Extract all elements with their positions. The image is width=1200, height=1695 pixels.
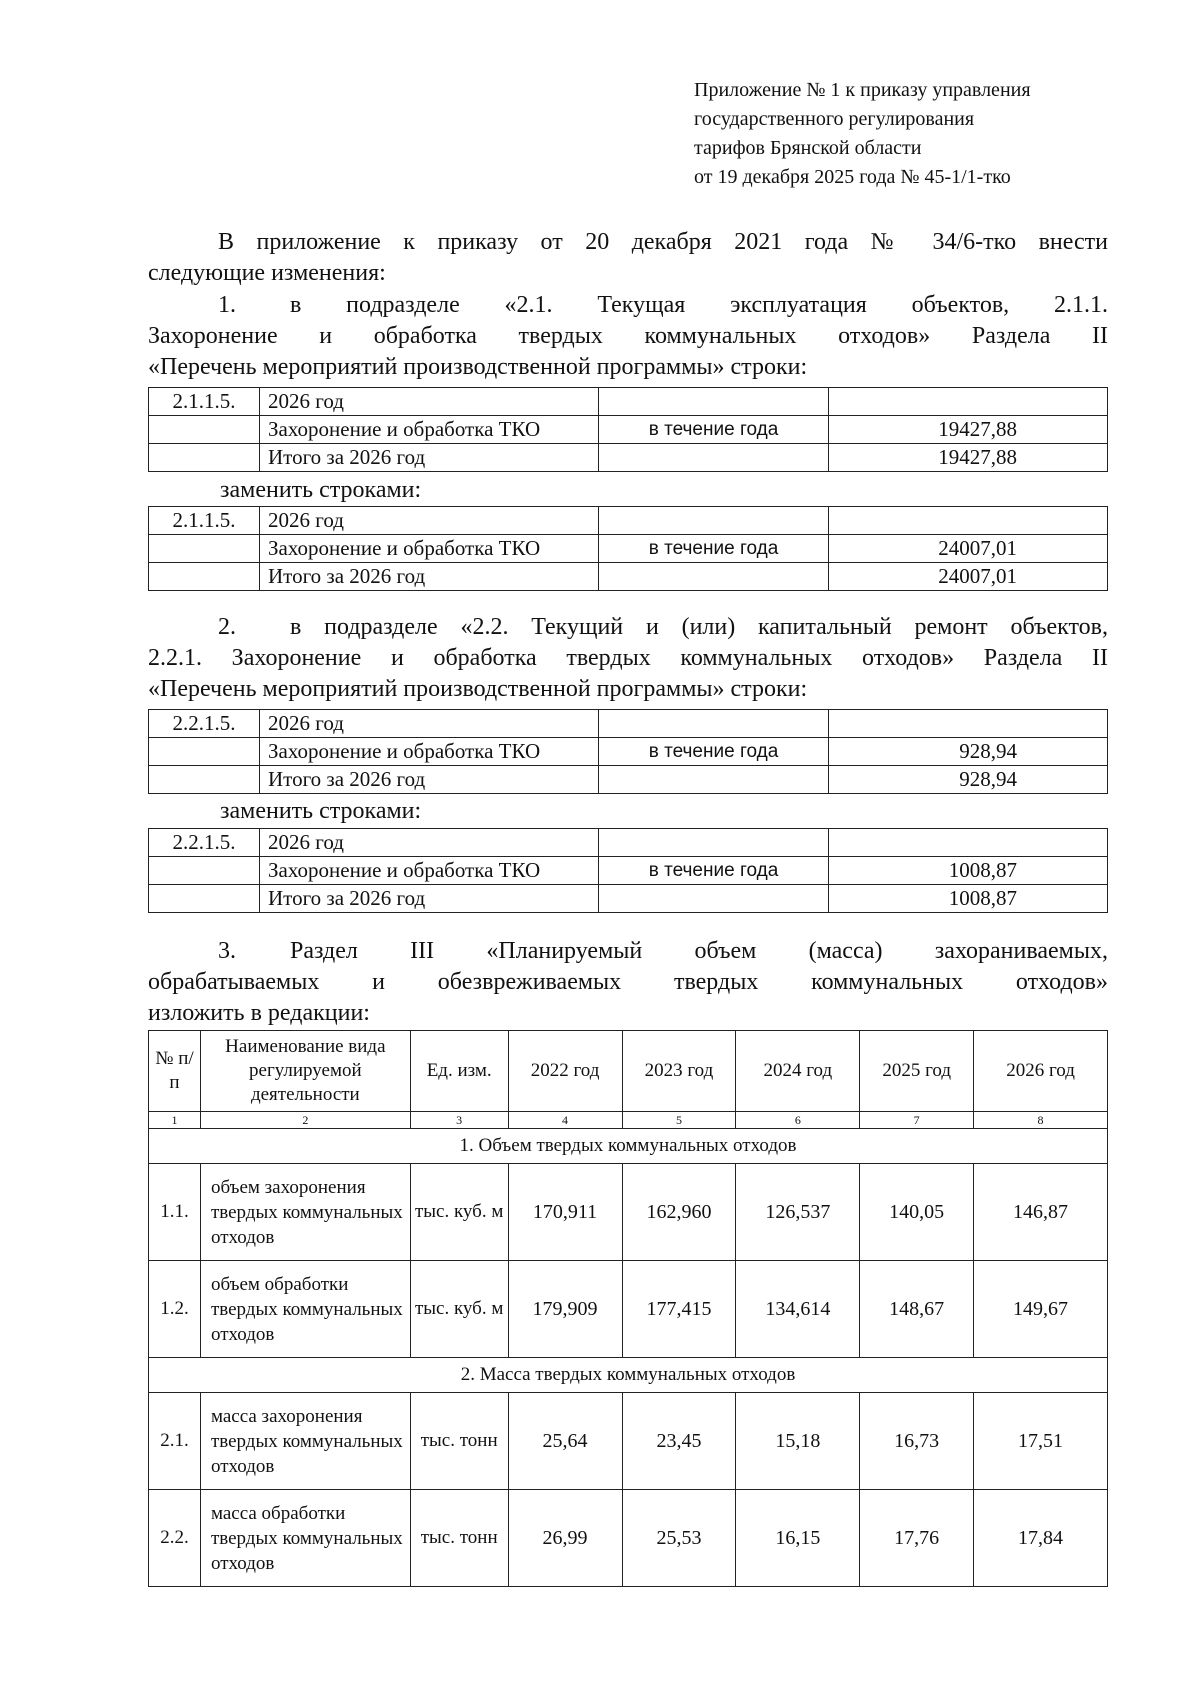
row-value: 26,99: [508, 1490, 622, 1587]
row-value: 17,76: [860, 1490, 974, 1587]
row-value: 126,537: [736, 1164, 860, 1261]
item-line: Захоронение и обработка твердых коммунальных отходов» Раздела II: [148, 323, 1108, 349]
item-1-paragraph: [148, 290, 1108, 383]
row-value: 149,67: [974, 1261, 1108, 1358]
item-number: 3.: [218, 938, 236, 964]
row-value: 23,45: [622, 1393, 736, 1490]
item-line: 2.2.1. Захоронение и обработка твердых коммунальных отходов» Раздела II: [148, 645, 1108, 671]
row-code: 2.2.1.5.: [149, 829, 260, 857]
column-index-row: [149, 1112, 1108, 1129]
row-value: 179,909: [508, 1261, 622, 1358]
item-line: «Перечень мероприятий производственной программы» строки:: [148, 354, 808, 380]
row-value: 17,51: [974, 1393, 1108, 1490]
intro-line: В приложение к приказу от 20 декабря 2021 года № 34/6-тко внести: [218, 229, 1108, 255]
row-period: в течение года: [599, 416, 829, 444]
item-number: 2.: [218, 614, 236, 640]
row-code: 2.1.1.5.: [149, 388, 260, 416]
row-value: 134,614: [736, 1261, 860, 1358]
header-year: 2026 год: [974, 1031, 1108, 1112]
row-name: масса обработки твердых коммунальных отходов: [200, 1490, 410, 1587]
table-old-2-2: [148, 709, 1108, 794]
document-header: [694, 76, 1031, 192]
header-year: 2024 год: [736, 1031, 860, 1112]
table-new-2-1: [148, 506, 1108, 591]
row-unit: тыс. куб. м: [410, 1261, 508, 1358]
column-index: 3: [410, 1112, 508, 1129]
row-year: 2026 год: [260, 388, 599, 416]
table-row: [149, 1393, 1108, 1490]
row-value: 17,84: [974, 1490, 1108, 1587]
table-row: [149, 1490, 1108, 1587]
row-value: 25,64: [508, 1393, 622, 1490]
row-value: 25,53: [622, 1490, 736, 1587]
table-row: [149, 1261, 1108, 1358]
section-row: [149, 1358, 1108, 1393]
item-line: в подразделе «2.1. Текущая эксплуатация объектов, 2.1.1.: [290, 292, 1108, 318]
row-period: в течение года: [599, 535, 829, 563]
column-index: 1: [149, 1112, 201, 1129]
row-activity: Захоронение и обработка ТКО: [260, 416, 599, 444]
row-period: в течение года: [599, 857, 829, 885]
header-line: от 19 декабря 2025 года № 45-1/1-тко: [694, 166, 1011, 188]
row-activity: Захоронение и обработка ТКО: [260, 535, 599, 563]
column-index: 6: [736, 1112, 860, 1129]
item-line: Раздел III «Планируемый объем (масса) захораниваемых,: [290, 938, 1108, 964]
item-line: «Перечень мероприятий производственной программы» строки:: [148, 676, 808, 702]
row-value: 16,73: [860, 1393, 974, 1490]
row-year: 2026 год: [260, 829, 599, 857]
table-old-2-1: [148, 387, 1108, 472]
section-title: 2. Масса твердых коммунальных отходов: [149, 1358, 1108, 1393]
row-total-label: Итого за 2026 год: [260, 444, 599, 472]
row-num: 2.2.: [149, 1490, 201, 1587]
item-line: обрабатываемых и обезвреживаемых твердых коммунальных отходов»: [148, 969, 1108, 995]
header-name: Наименование вида регулируемой деятельности: [200, 1031, 410, 1112]
header-year: 2023 год: [622, 1031, 736, 1112]
row-value: 16,15: [736, 1490, 860, 1587]
row-unit: тыс. тонн: [410, 1490, 508, 1587]
row-value: 15,18: [736, 1393, 860, 1490]
replace-label: заменить строками:: [220, 477, 422, 503]
row-num: 1.1.: [149, 1164, 201, 1261]
table-row: [149, 1164, 1108, 1261]
header-line: тарифов Брянской области: [694, 137, 922, 159]
header-year: 2022 год: [508, 1031, 622, 1112]
header-num: № п/п: [149, 1031, 201, 1112]
table-new-2-2: [148, 828, 1108, 913]
item-line: изложить в редакции:: [148, 1000, 370, 1026]
row-code: 2.2.1.5.: [149, 710, 260, 738]
row-total-value: 19427,88: [829, 444, 1108, 472]
column-index: 2: [200, 1112, 410, 1129]
row-value: 177,415: [622, 1261, 736, 1358]
row-value: 1008,87: [829, 857, 1108, 885]
column-index: 5: [622, 1112, 736, 1129]
row-value: 24007,01: [829, 535, 1108, 563]
row-period: в течение года: [599, 738, 829, 766]
row-total-label: Итого за 2026 год: [260, 766, 599, 794]
row-total-label: Итого за 2026 год: [260, 563, 599, 591]
row-total-value: 24007,01: [829, 563, 1108, 591]
row-value: 146,87: [974, 1164, 1108, 1261]
column-index: 4: [508, 1112, 622, 1129]
row-num: 1.2.: [149, 1261, 201, 1358]
row-value: 170,911: [508, 1164, 622, 1261]
row-total-label: Итого за 2026 год: [260, 885, 599, 913]
row-value: 148,67: [860, 1261, 974, 1358]
row-total-value: 1008,87: [829, 885, 1108, 913]
item-number: 1.: [218, 292, 236, 318]
row-value: 928,94: [829, 738, 1108, 766]
row-name: объем обработки твердых коммунальных отходов: [200, 1261, 410, 1358]
planned-volume-table: [148, 1030, 1108, 1587]
row-num: 2.1.: [149, 1393, 201, 1490]
item-3-paragraph: [148, 936, 1108, 1029]
row-year: 2026 год: [260, 710, 599, 738]
intro-paragraph: [148, 227, 1108, 289]
row-value: 19427,88: [829, 416, 1108, 444]
item-2-paragraph: [148, 612, 1108, 705]
row-name: объем захоронения твердых коммунальных отходов: [200, 1164, 410, 1261]
row-unit: тыс. тонн: [410, 1393, 508, 1490]
header-unit: Ед. изм.: [410, 1031, 508, 1112]
row-value: 140,05: [860, 1164, 974, 1261]
row-code: 2.1.1.5.: [149, 507, 260, 535]
item-line: в подразделе «2.2. Текущий и (или) капитальный ремонт объектов,: [290, 614, 1108, 640]
header-year: 2025 год: [860, 1031, 974, 1112]
table-header-row: [149, 1031, 1108, 1112]
row-activity: Захоронение и обработка ТКО: [260, 738, 599, 766]
row-total-value: 928,94: [829, 766, 1108, 794]
header-line: государственного регулирования: [694, 108, 975, 130]
replace-label: заменить строками:: [220, 798, 422, 824]
row-name: масса захоронения твердых коммунальных отходов: [200, 1393, 410, 1490]
row-year: 2026 год: [260, 507, 599, 535]
header-line: Приложение № 1 к приказу управления: [694, 79, 1031, 101]
section-row: [149, 1129, 1108, 1164]
column-index: 7: [860, 1112, 974, 1129]
section-title: 1. Объем твердых коммунальных отходов: [149, 1129, 1108, 1164]
row-unit: тыс. куб. м: [410, 1164, 508, 1261]
row-value: 162,960: [622, 1164, 736, 1261]
row-activity: Захоронение и обработка ТКО: [260, 857, 599, 885]
intro-line: следующие изменения:: [148, 260, 386, 286]
column-index: 8: [974, 1112, 1108, 1129]
